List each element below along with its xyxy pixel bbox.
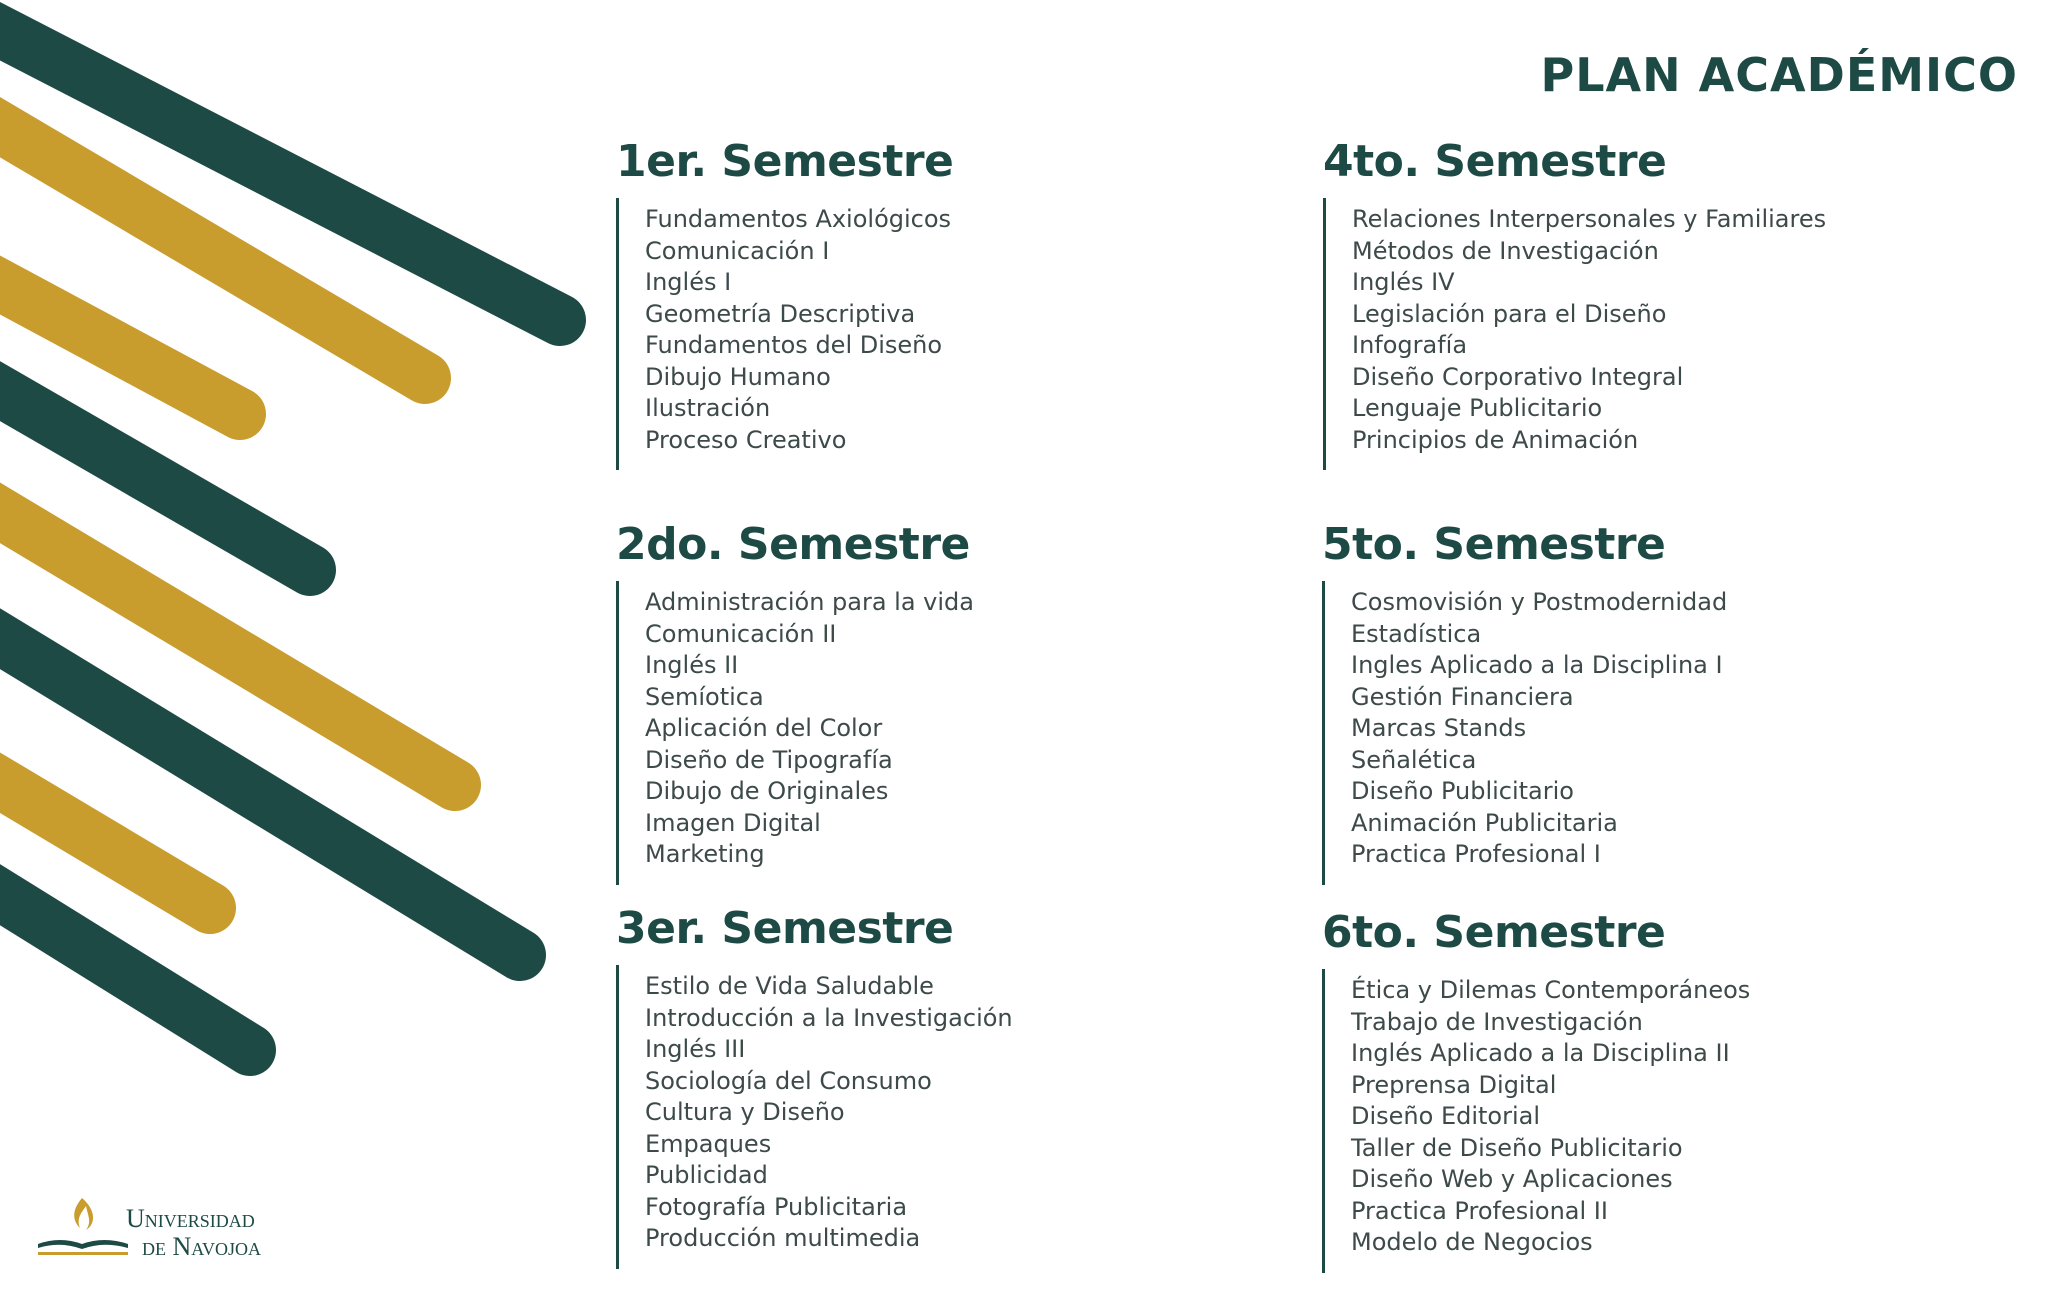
- course-item: Estadística: [1351, 619, 1482, 648]
- course-list: [616, 198, 953, 470]
- course-item: Trabajo de Investigación: [1351, 1007, 1643, 1036]
- course-item: Publicidad: [645, 1161, 768, 1189]
- course-item: Métodos de Investigación: [1352, 236, 1659, 265]
- course-list: [616, 581, 974, 885]
- course-item: Inglés I: [645, 268, 732, 296]
- course-item: Modelo de Negocios: [1351, 1228, 1593, 1256]
- course-list: [1322, 581, 1727, 885]
- course-item: Aplicación del Color: [645, 714, 883, 742]
- page-title: PLAN ACADÉMICO: [1540, 48, 2018, 102]
- course-item: Comunicación II: [645, 619, 837, 648]
- course-list: [1323, 198, 1826, 470]
- course-item: Ilustración: [645, 394, 771, 422]
- course-item: Animación Publicitaria: [1351, 808, 1618, 837]
- course-item: Proceso Creativo: [645, 425, 847, 454]
- university-logo: [36, 1196, 296, 1260]
- course-item: Comunicación I: [645, 236, 830, 265]
- course-item: Diseño Web y Aplicaciones: [1351, 1165, 1673, 1193]
- course-list: [1322, 969, 1750, 1273]
- course-item: Ética y Dilemas Contemporáneos: [1351, 976, 1751, 1004]
- decorative-stripes: [0, 0, 600, 1100]
- course-item: Diseño Corporativo Integral: [1352, 362, 1684, 391]
- semester-4: [1323, 136, 1827, 470]
- course-item: Marketing: [645, 840, 765, 868]
- course-item: Practica Profesional II: [1351, 1196, 1608, 1225]
- course-item: Taller de Diseño Publicitario: [1351, 1133, 1683, 1162]
- course-item: Cultura y Diseño: [645, 1098, 845, 1126]
- semester-5: [1322, 519, 1728, 885]
- course-item: Fundamentos del Diseño: [645, 331, 943, 359]
- course-list: [616, 965, 1013, 1269]
- course-item: Marcas Stands: [1351, 714, 1527, 742]
- course-item: Diseño Publicitario: [1351, 777, 1574, 805]
- course-item: Principios de Animación: [1352, 425, 1639, 454]
- semester-6: [1322, 907, 1751, 1273]
- course-item: Inglés IV: [1352, 268, 1455, 296]
- semester-heading: 6to. Semestre: [1322, 907, 1666, 958]
- course-item: Diseño Editorial: [1351, 1102, 1541, 1130]
- course-item: Gestión Financiera: [1351, 682, 1574, 711]
- course-item: Inglés Aplicado a la Disciplina II: [1351, 1039, 1730, 1067]
- course-item: Inglés III: [645, 1035, 746, 1063]
- semester-heading: 4to. Semestre: [1323, 136, 1667, 187]
- course-item: Diseño de Tipografía: [645, 745, 893, 774]
- course-item: Producción multimedia: [645, 1224, 921, 1252]
- course-item: Señalética: [1351, 745, 1477, 774]
- semester-heading: 3er. Semestre: [616, 903, 954, 954]
- course-item: Semíotica: [645, 682, 764, 711]
- logo-text-line1: Universidad: [126, 1204, 255, 1233]
- course-item: Cosmovisión y Postmodernidad: [1351, 588, 1728, 616]
- course-item: Preprensa Digital: [1351, 1070, 1557, 1099]
- logo-text-line2: de Navojoa: [142, 1232, 261, 1261]
- flame-book-icon: [36, 1196, 136, 1260]
- semester-3: [616, 903, 1013, 1269]
- semester-heading: 2do. Semestre: [616, 519, 970, 570]
- course-item: Empaques: [645, 1129, 772, 1158]
- course-item: Dibujo de Originales: [645, 777, 889, 805]
- course-item: Dibujo Humano: [645, 362, 831, 391]
- course-item: Sociología del Consumo: [645, 1066, 932, 1095]
- semester-heading: 1er. Semestre: [616, 136, 954, 187]
- course-item: Administración para la vida: [645, 588, 974, 616]
- course-item: Ingles Aplicado a la Disciplina I: [1351, 651, 1723, 679]
- course-item: Introducción a la Investigación: [645, 1003, 1013, 1032]
- course-item: Inglés II: [645, 651, 739, 679]
- course-item: Fotografía Publicitaria: [645, 1192, 908, 1221]
- course-item: Legislación para el Diseño: [1352, 299, 1667, 328]
- course-item: Infografía: [1352, 331, 1468, 359]
- semester-heading: 5to. Semestre: [1322, 519, 1666, 570]
- course-item: Fundamentos Axiológicos: [645, 205, 952, 233]
- semester-2: [616, 519, 974, 885]
- course-item: Geometría Descriptiva: [645, 299, 916, 328]
- semester-1: [616, 136, 954, 470]
- course-item: Lenguaje Publicitario: [1352, 394, 1603, 422]
- course-item: Imagen Digital: [645, 808, 821, 837]
- course-item: Estilo de Vida Saludable: [645, 972, 934, 1000]
- course-item: Practica Profesional I: [1351, 840, 1601, 868]
- course-item: Relaciones Interpersonales y Familiares: [1352, 205, 1827, 233]
